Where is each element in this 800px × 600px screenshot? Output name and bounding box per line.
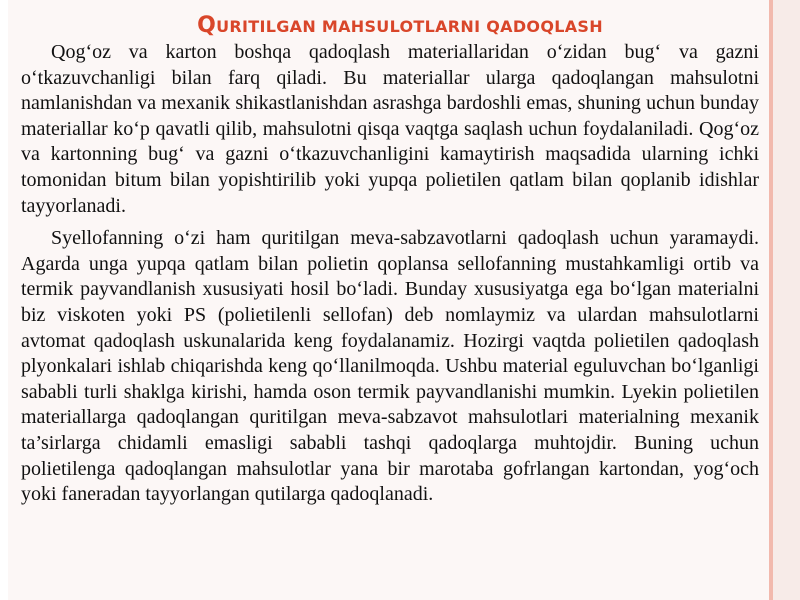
paragraph-cellophane-polyethylene: Syellofanning o‘zi ham quritilgan meva-sabzavotlarni qadoqlash uchun yaramaydi. Agarda unga yupqa qatlam bilan polietin qoplansa sellofanning mustahkamligi ortib va termik payvandlanish xususiyati hosil bo‘ladi. Bunday xususiyatga ega bo‘lgan materialni biz viskoten yoki PS (polietilenli sellofan) deb nomlaymiz va ulardan mahsulotlarni avtomat qadoqlash uskunalarida keng foydalanamiz. Hozirgi vaqtda polietilen qadoqlash plyonkalari ishlab chiqarishda keng qo‘llanilmoqda. Ushbu material eguluvchan bo‘lganligi sababli turli shaklga kirishi, hamda oson termik payvandlanishi mumkin. Lyekin polietilen materiallarga qadoqlangan quritilgan meva-sabzavot mahsulotlari materialning mexanik ta’sirlarga chidamli emasligi sababli tashqi qadoqlarga muhtojdir. Buning uchun polietilenga qadoqlangan mahsulotlar yana bir marotaba gofrlangan kartondan, yog‘och yoki faneradan tayyorlangan qutilarga qadoqlanadi. bbox=[21, 227, 759, 506]
slide-right-band bbox=[773, 0, 800, 600]
paragraph-packaging-paper: Qog‘oz va karton boshqa qadoqlash materiallaridan o‘zidan bug‘ va gazni o‘tkazuvchanligi bilan farq qiladi. Bu materiallar ularga qadoqlangan mahsulotni namlanishdan va mexanik shikastlanishdan asrashga bardoshli emas, shuning uchun bunday materiallar ko‘p qavatli qilib, mahsulotni qisqa vaqtga saqlash uchun foydalaniladi. Qog‘oz va kartonning bug‘ va gazni o‘tkazuvchanligini kamaytirish maqsadida ularning ichki tomonidan bitum bilan yopishtirilib yoki yupqa polietilen qatlam bilan qoplanib idishlar tayyorlanadi. bbox=[21, 41, 759, 217]
title-rest: URITILGAN MAHSULOTLARNI QADOQLASH bbox=[216, 17, 603, 36]
title-initial: Q bbox=[197, 13, 217, 38]
body-text bbox=[21, 40, 759, 508]
